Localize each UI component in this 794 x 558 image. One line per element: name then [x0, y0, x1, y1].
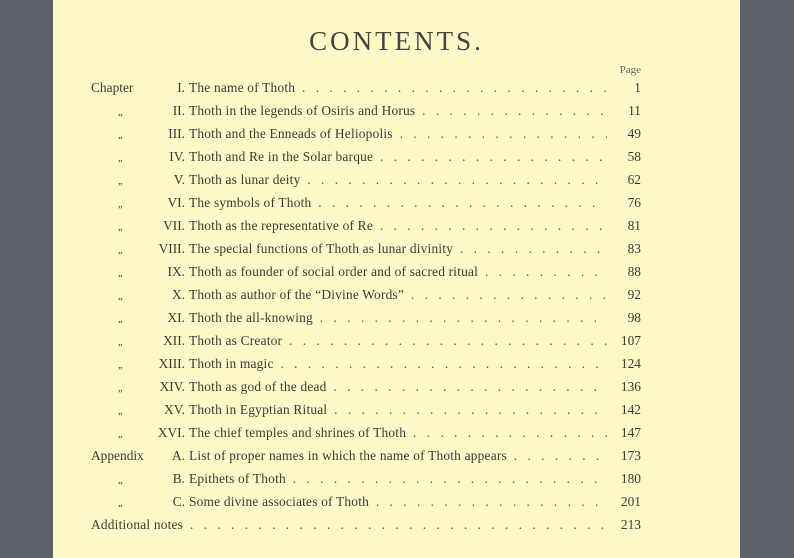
toc-entry	[91, 469, 641, 489]
toc-entry-number: I.	[177, 80, 185, 95]
toc-entry-number: X.	[171, 287, 185, 302]
toc-entry	[91, 147, 641, 167]
toc-entry-prefix: Appendix	[91, 448, 144, 463]
toc-entry-title: Thoth in Egyptian Ritual . . .	[189, 400, 607, 420]
toc-entry-title: Thoth as the representative of Re . . .	[189, 216, 607, 236]
toc-entry-title: Thoth as founder of social order and of sacred ritual . . .	[189, 262, 607, 282]
toc-entry	[91, 78, 641, 98]
toc-entry-number: XIV.	[159, 379, 185, 394]
toc-entry-number: XI.	[167, 310, 185, 325]
toc-entry-title: Thoth and Re in the Solar barque . . .	[189, 147, 607, 167]
toc-entry-title: Thoth as Creator . . .	[189, 331, 607, 351]
toc-entry-page: 107	[620, 333, 641, 348]
toc-entry-page: 62	[627, 172, 641, 187]
toc-entry-page: 147	[620, 425, 641, 440]
toc-entry-number: XIII.	[158, 356, 185, 371]
toc-entry	[91, 216, 641, 236]
toc-entry-title: Thoth as author of the “Divine Words” . . .	[189, 285, 607, 305]
toc-entry-additional-notes	[91, 515, 641, 535]
toc-entry-title: Epithets of Thoth . . .	[189, 469, 607, 489]
toc-entry	[91, 492, 641, 512]
toc-entry-page: 173	[620, 448, 641, 463]
toc-entry-page: 49	[627, 126, 641, 141]
ditto-mark: „	[118, 337, 123, 348]
ditto-mark: „	[118, 199, 123, 210]
toc-entry-title: Some divine associates of Thoth . . .	[189, 492, 607, 512]
toc-entry-title: List of proper names in which the name of Thoth appears . . .	[189, 446, 607, 466]
ditto-mark: „	[118, 176, 123, 187]
toc-entry	[91, 101, 641, 121]
toc-entry-page: 201	[620, 494, 641, 509]
toc-entry-number: C.	[172, 494, 185, 509]
ditto-mark: „	[118, 245, 123, 256]
toc-entry-title: The chief temples and shrines of Thoth . . .	[189, 423, 607, 443]
toc-entry-number: IX.	[167, 264, 185, 279]
toc-entry	[91, 331, 641, 351]
toc-entry-page: 142	[620, 402, 641, 417]
ditto-mark: „	[118, 475, 123, 486]
toc-entry	[91, 423, 641, 443]
toc-entry-title: Thoth as god of the dead . . .	[189, 377, 607, 397]
toc-entry-page: 83	[627, 241, 641, 256]
toc-entry	[91, 354, 641, 374]
ditto-mark: „	[118, 360, 123, 371]
toc-entry	[91, 377, 641, 397]
toc-entry-number: XV.	[164, 402, 185, 417]
ditto-mark: „	[118, 498, 123, 509]
page-title: CONTENTS.	[309, 26, 484, 56]
toc-entry	[91, 124, 641, 144]
toc-entry-page: 213	[620, 517, 641, 532]
toc-entry-page: 81	[627, 218, 641, 233]
ditto-mark: „	[118, 429, 123, 440]
toc-entry-page: 136	[620, 379, 641, 394]
toc-entry-number: B.	[172, 471, 185, 486]
toc-entry	[91, 170, 641, 190]
toc-entry-number: XVI.	[157, 425, 185, 440]
toc-entry-page: 1	[634, 80, 641, 95]
toc-entry-page: 124	[620, 356, 641, 371]
toc-entry-title: Thoth in magic . . .	[189, 354, 607, 374]
ditto-mark: „	[118, 222, 123, 233]
toc-entry-number: III.	[168, 126, 185, 141]
toc-entry	[91, 285, 641, 305]
toc-entry-page: 88	[627, 264, 641, 279]
toc-entry-number: II.	[172, 103, 185, 118]
toc-entry-prefix: Chapter	[91, 80, 134, 95]
toc-entry	[91, 446, 641, 466]
ditto-mark: „	[118, 153, 123, 164]
toc-entry-title: Additional notes . . .	[91, 515, 607, 535]
toc-entry-number: A.	[171, 448, 185, 463]
ditto-mark: „	[118, 406, 123, 417]
toc-entry-page: 58	[627, 149, 641, 164]
toc-entry-number: IV.	[169, 149, 185, 164]
toc-entry-page: 92	[627, 287, 641, 302]
toc-entry-page: 98	[627, 310, 641, 325]
toc-entry-title: Thoth the all-knowing . . .	[189, 308, 607, 328]
toc-entry	[91, 193, 641, 213]
toc-entry-page: 11	[628, 103, 641, 118]
toc-entry-number: XII.	[163, 333, 185, 348]
toc-entry	[91, 400, 641, 420]
toc-entry-page: 180	[620, 471, 641, 486]
page-column-header: Page	[619, 64, 641, 76]
toc-entry-title: The name of Thoth . . .	[189, 78, 607, 98]
toc-entry-title: Thoth in the legends of Osiris and Horus . . .	[189, 101, 607, 121]
ditto-mark: „	[118, 383, 123, 394]
toc-entry	[91, 308, 641, 328]
toc-entry	[91, 262, 641, 282]
toc-entry-number: V.	[173, 172, 185, 187]
toc-entry-title: Thoth as lunar deity . . .	[189, 170, 607, 190]
toc-entry-title: Thoth and the Enneads of Heliopolis . . .	[189, 124, 607, 144]
toc-entry-title: The symbols of Thoth . . .	[189, 193, 607, 213]
ditto-mark: „	[118, 107, 123, 118]
ditto-mark: „	[118, 291, 123, 302]
ditto-mark: „	[118, 314, 123, 325]
ditto-mark: „	[118, 130, 123, 141]
toc-entry	[91, 239, 641, 259]
toc-entry-page: 76	[627, 195, 641, 210]
ditto-mark: „	[118, 268, 123, 279]
toc-entry-title: The special functions of Thoth as lunar divinity . . .	[189, 239, 607, 259]
toc-entry-number: VIII.	[158, 241, 185, 256]
toc-entry-number: VI.	[167, 195, 185, 210]
document-page	[53, 0, 740, 558]
toc-entry-number: VII.	[163, 218, 185, 233]
